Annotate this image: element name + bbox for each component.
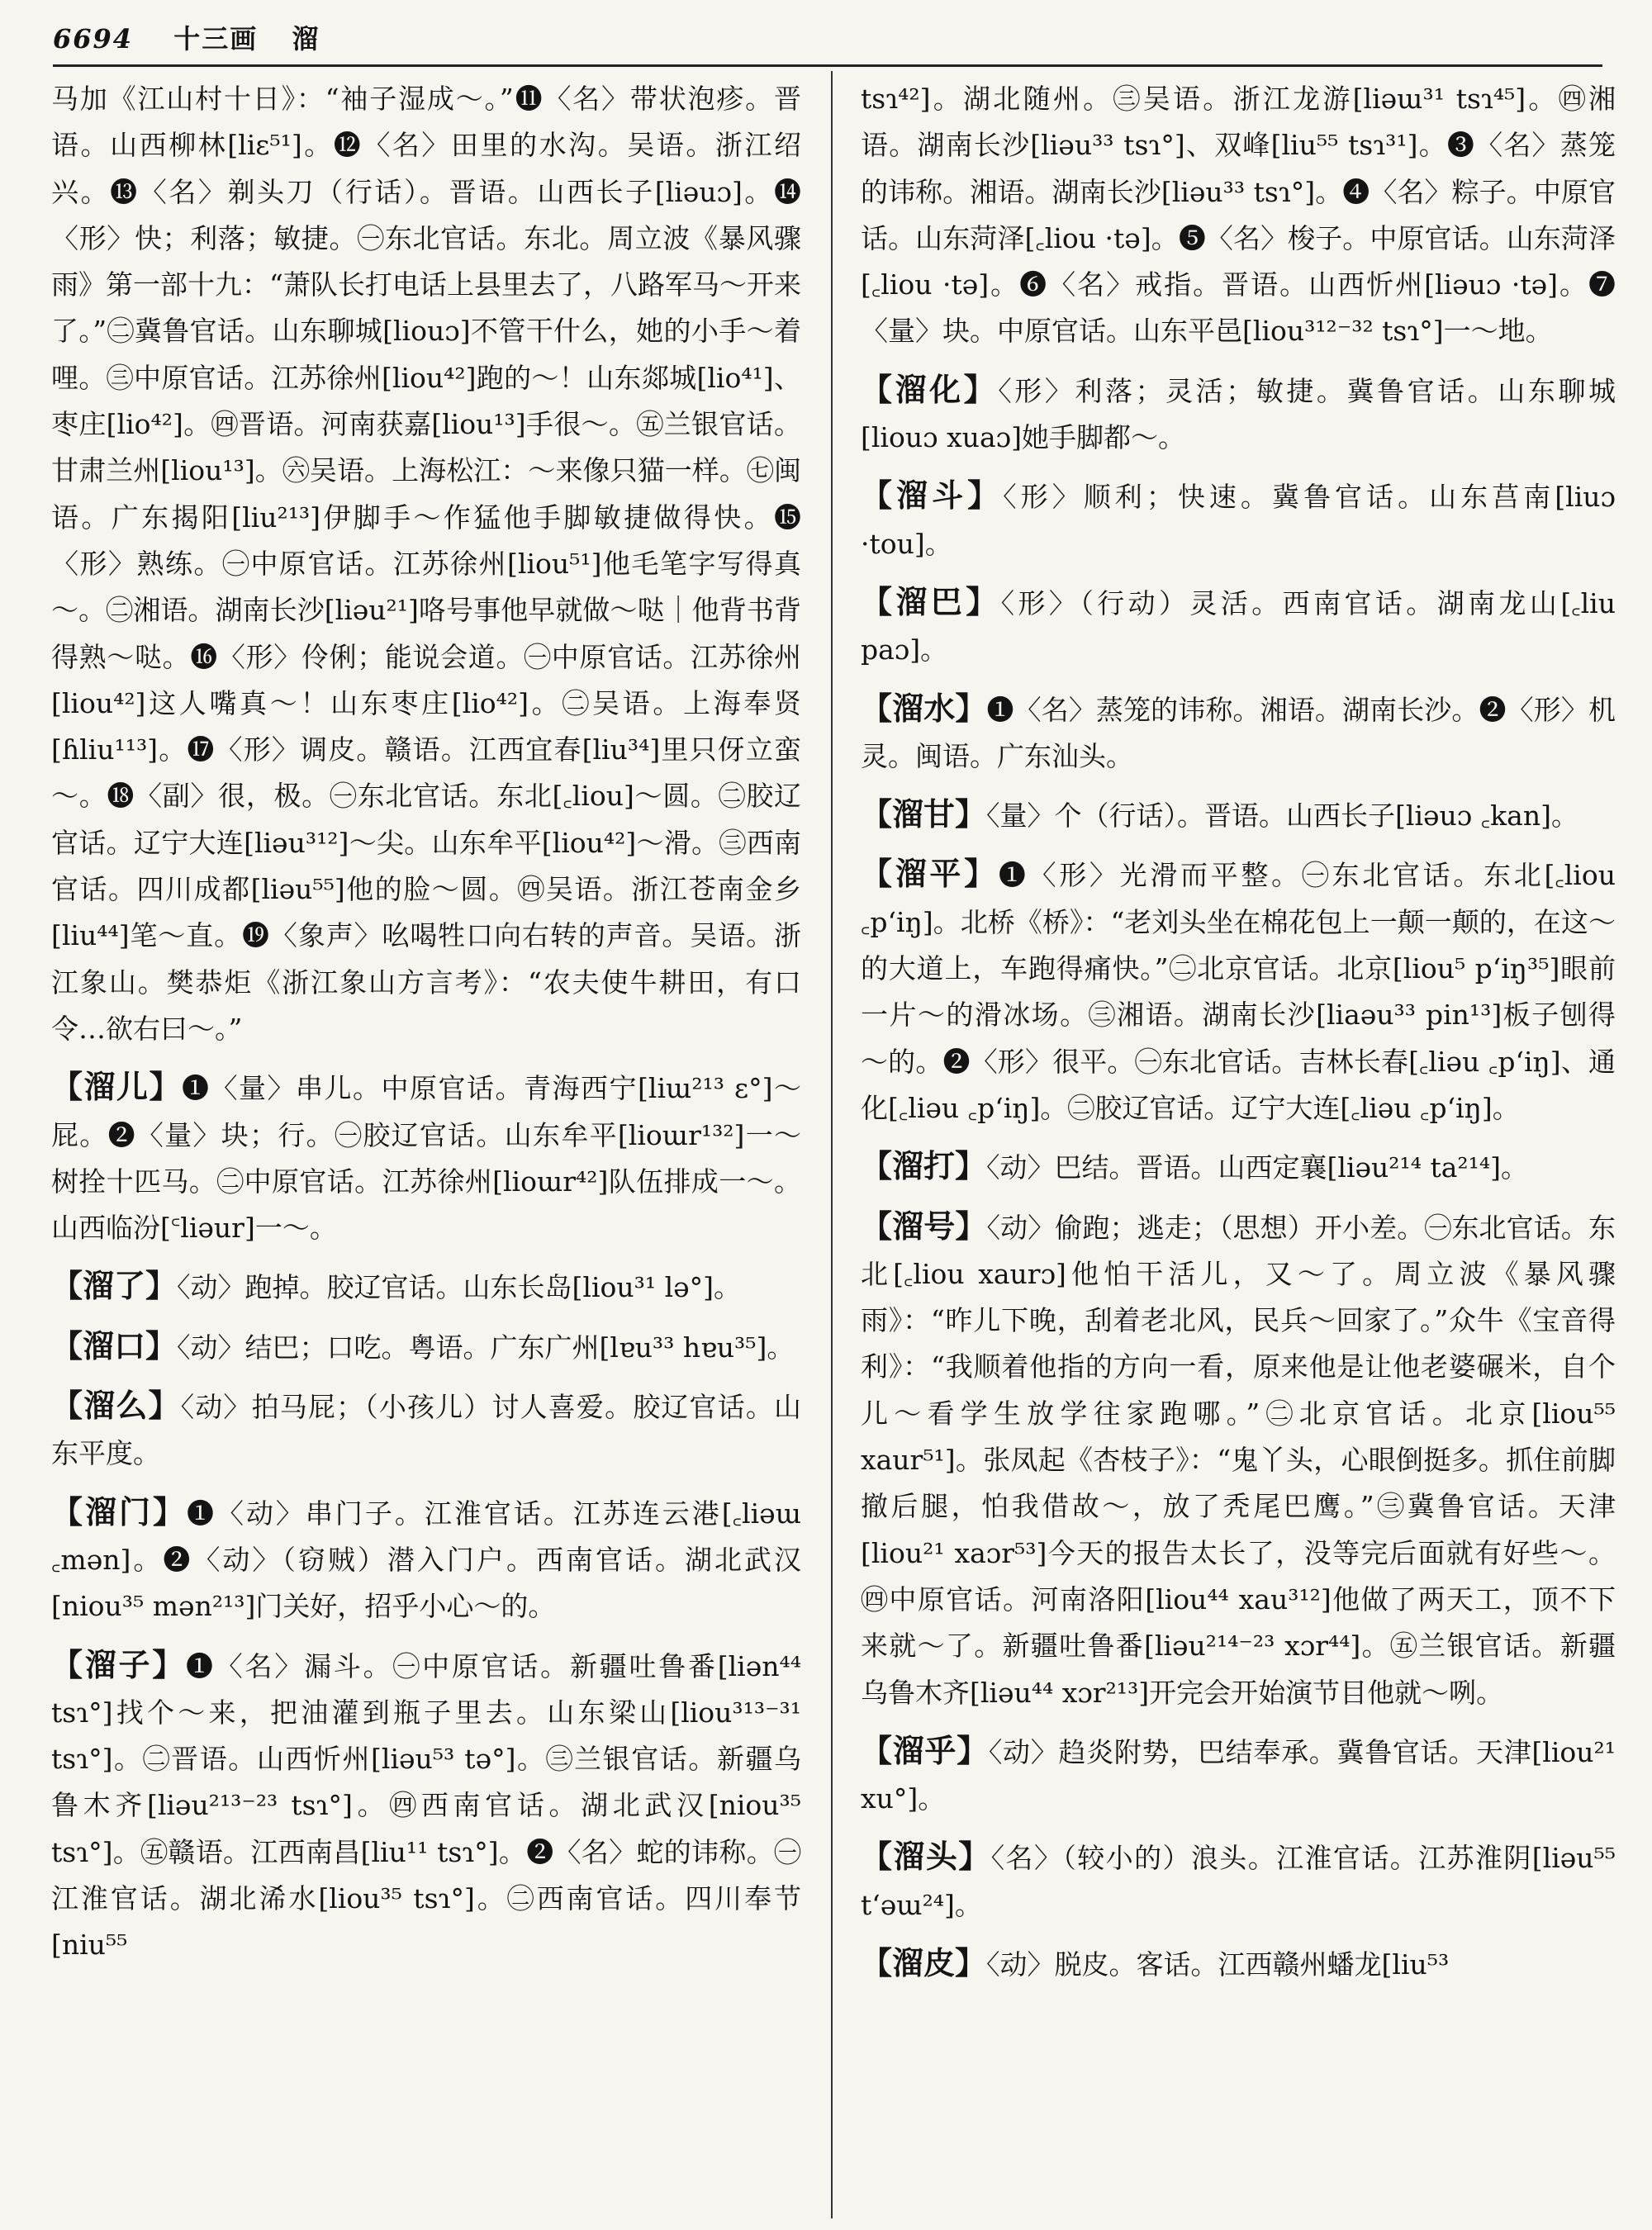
entry-text: 〈名〉（较小的）浪头。江淮官话。江苏淮阴[liəu⁵⁵ t‘əɯ²⁴]。 (861, 1842, 1616, 1921)
entry-headword: 【溜平】 (861, 856, 999, 893)
entry-headword: 【溜头】 (861, 1839, 991, 1876)
entry-text: 〈形〉（行动）灵活。西南官话。湖南龙山[꜀liu paɔ]。 (861, 586, 1616, 667)
dictionary-entry (861, 76, 1616, 355)
entry-text: 〈量〉个（行话）。晋语。山西长子[liəuɔ ꜀kan]。 (986, 799, 1578, 833)
entry-text: 〈动〉偷跑；逃走；（思想）开小差。㊀东北官话。东北[꜀liou xaurɔ]他怕干活儿，又～了。周立波《暴风骤雨》：“昨儿下晚，刮着老北风，民兵～回家了。”众牛《宝音得利》：“我顺着他指的方向一看，原来他是让他老婆碾米，自个儿～看学生放学往家跑哪。”㊁北京官话。北京[liou⁵⁵ xaur⁵¹]。张凤起《杏枝子》：“鬼丫头，心眼倒挺多。抓住前脚撤后腿，怕我借故～，放了秃尾巴鹰。”㊂冀鲁官话。天津[liou²¹ xaɔr⁵³]今天的报告太长了，没等完后面就有好些～。㊃中原官话。河南洛阳[liou⁴⁴ xau³¹²]他做了两天工，顶不下来就～了。新疆吐鲁番[liəu²¹⁴⁻²³ xɔr⁴⁴]。㊄兰银官话。新疆乌鲁木齐[liəu⁴⁴ xɔr²¹³]开完会开始演节目他就～咧。 (861, 1211, 1616, 1709)
dictionary-entry (861, 579, 1616, 674)
entry-text: 〈动〉拍马屁；（小孩儿）讨人喜爱。胶辽官话。山东平度。 (51, 1391, 801, 1470)
dictionary-entry (51, 1323, 801, 1371)
entry-headword: 【溜巴】 (861, 583, 1001, 620)
entry-headword: 【溜斗】 (861, 477, 1004, 515)
entry-text: ❶〈名〉蒸笼的讳称。湘语。湖南长沙。❷〈形〉机灵。闽语。广东汕头。 (861, 693, 1616, 772)
dictionary-entry (861, 1143, 1616, 1191)
dictionary-entry (861, 367, 1616, 462)
entry-text: 〈动〉脱皮。客话。江西赣州蟠龙[liu⁵³ (986, 1948, 1450, 1981)
left-column (51, 76, 801, 1981)
entry-headword: 【溜门】 (51, 1493, 187, 1530)
entry-text: 〈动〉趋炎附势，巴结奉承。冀鲁官话。天津[liou²¹ xu°]。 (861, 1735, 1616, 1815)
dictionary-entry (51, 1064, 801, 1251)
entry-headword: 【溜甘】 (861, 796, 987, 833)
entry-text: ❶〈名〉漏斗。㊀中原官话。新疆吐鲁番[liən⁴⁴ tsɿ°]找个～来，把油灌到瓶子里去。山东梁山[liou³¹³⁻³¹ tsɿ°]。㊁晋语。山西忻州[liəu⁵³ tə°]。㊂兰银官话。新疆乌鲁木齐[liəu²¹³⁻²³ tsɿ°]。㊃西南官话。湖北武汉[niou³⁵ tsɿ°]。㊄赣语。江西南昌[liu¹¹ tsɿ°]。❷〈名〉蛇的讳称。㊀江淮官话。湖北浠水[liou³⁵ tsɿ°]。㊁西南官话。四川奉节[niu⁵⁵ (51, 1649, 801, 1962)
right-column (861, 76, 1616, 2000)
entry-headword: 【溜乎】 (861, 1732, 989, 1769)
dictionary-entry (51, 1383, 801, 1478)
section-title: 十三画 (173, 23, 259, 55)
dictionary-entry (861, 1728, 1616, 1823)
dictionary-entry (861, 1203, 1616, 1716)
entry-headword: 【溜么】 (51, 1388, 181, 1425)
entry-headword: 【溜口】 (51, 1327, 178, 1364)
header-character: 溜 (292, 23, 320, 55)
entry-headword: 【溜号】 (861, 1208, 987, 1245)
dictionary-entry (861, 472, 1616, 567)
entry-headword: 【溜水】 (861, 690, 987, 727)
header-rule (53, 64, 1602, 67)
dictionary-entry (861, 851, 1616, 1132)
column-divider (831, 71, 833, 2218)
dictionary-entry (51, 76, 801, 1052)
dictionary-entry (51, 1489, 801, 1630)
entry-headword: 【溜子】 (51, 1646, 187, 1683)
entry-text: 〈动〉巴结。晋语。山西定襄[liəu²¹⁴ ta²¹⁴]。 (986, 1151, 1528, 1184)
page-number: 6694 (53, 23, 134, 55)
entry-text: ❶〈量〉串儿。中原官话。青海西宁[liɯ²¹³ ɛ°]～屁。❷〈量〉块；行。㊀胶辽官话。山东牟平[lioɯr¹³²]一～树拴十匹马。㊁中原官话。江苏徐州[lioɯr⁴²]队伍排成一～。山西临汾[꜂liəur]一～。 (51, 1072, 801, 1245)
entry-headword: 【溜了】 (51, 1268, 178, 1305)
entry-headword: 【溜儿】 (51, 1069, 183, 1106)
entry-text: 〈形〉利落；灵活；敏捷。冀鲁官话。山东聊城[liouɔ xuaɔ]她手脚都～。 (861, 374, 1616, 454)
dictionary-entry (51, 1263, 801, 1311)
page-header (53, 18, 320, 56)
entry-headword: 【溜打】 (861, 1148, 987, 1185)
dictionary-entry (861, 1834, 1616, 1929)
entry-headword: 【溜皮】 (861, 1944, 987, 1981)
entry-text: 〈动〉跑掉。胶辽官话。山东长岛[liou³¹ lə°]。 (177, 1271, 742, 1304)
dictionary-entry (51, 1642, 801, 1969)
entry-text: tsɿ⁴²]。湖北随州。㊂吴语。浙江龙游[liəɯ³¹ tsɿ⁴⁵]。㊃湘语。湖南长沙[liəu³³ tsɿ°]、双峰[liu⁵⁵ tsɿ³¹]。❸〈名〉蒸笼的讳称。湘语。湖南长沙[liəu³³ tsɿ°]。❹〈名〉粽子。中原官话。山东菏泽[꜀liou ·tə]。❺〈名〉梭子。中原官话。山东菏泽[꜀liou ·tə]。❻〈名〉戒指。晋语。山西忻州[liəuɔ ·tə]。❼〈量〉块。中原官话。山东平邑[liou³¹²⁻³² tsɿ°]一～地。 (861, 83, 1616, 348)
entry-text: 〈动〉结巴；口吃。粤语。广东广州[lɐu³³ hɐu³⁵]。 (177, 1331, 795, 1364)
entry-headword: 【溜化】 (861, 371, 999, 408)
entry-text: 〈形〉顺利；快速。冀鲁官话。山东莒南[liuɔ ·tou]。 (861, 481, 1616, 560)
dictionary-entry (861, 1940, 1616, 1988)
entry-text: ❶〈动〉串门子。江淮官话。江苏连云港[꜀liəɯ ꜀mən]。❷〈动〉（窃贼）潜入门户。西南官话。湖北武汉[niou³⁵ mən²¹³]门关好，招乎小心～的。 (51, 1497, 801, 1623)
dictionary-entry (861, 791, 1616, 839)
entry-text: 马加《江山村十日》：“袖子湿成～。”⓫〈名〉带状泡疹。晋语。山西柳林[liɛ⁵¹]。⓬〈名〉田里的水沟。吴语。浙江绍兴。⓭〈名〉剃头刀（行话）。晋语。山西长子[liəuɔ]。⓮〈形〉快；利落；敏捷。㊀东北官话。东北。周立波《暴风骤雨》第一部十九：“萧队长打电话上县里去了，八路军马～开来了。”㊁冀鲁官话。山东聊城[liouɔ]不管干什么，她的小手～着哩。㊂中原官话。江苏徐州[liou⁴²]跑的～！山东郯城[lio⁴¹]、枣庄[lio⁴²]。㊃晋语。河南获嘉[liou¹³]手很～。㊄兰银官话。甘肃兰州[liou¹³]。㊅吴语。上海松江：～来像只猫一样。㊆闽语。广东揭阳[liu²¹³]伊脚手～作猛他手脚敏捷做得快。⓯〈形〉熟练。㊀中原官话。江苏徐州[liou⁵¹]他毛笔字写得真～。㊁湘语。湖南长沙[liəu²¹]咯号事他早就做～哒｜他背书背得熟～哒。⓰〈形〉伶俐；能说会道。㊀中原官话。江苏徐州[liou⁴²]这人嘴真～！山东枣庄[lio⁴²]。㊁吴语。上海奉贤[ɦliu¹¹³]。⓱〈形〉调皮。赣语。江西宜春[liu³⁴]里只伢立蛮～。⓲〈副〉很，极。㊀东北官话。东北[꜀liou]～圆。㊁胶辽官话。辽宁大连[liəu³¹²]～尖。山东牟平[liou⁴²]～滑。㊂西南官话。四川成都[liəu⁵⁵]他的脸～圆。㊃吴语。浙江苍南金乡[liu⁴⁴]笔～直。⓳〈象声〉吆喝牲口向右转的声音。吴语。浙江象山。樊恭炬《浙江象山方言考》：“农夫使牛耕田，有口令…欲右曰～。” (51, 83, 801, 1045)
dictionary-entry (861, 686, 1616, 780)
entry-text: ❶〈形〉光滑而平整。㊀东北官话。东北[꜀liou ꜀p‘iŋ]。北桥《桥》：“老刘头坐在棉花包上一颠一颠的，在这～的大道上，车跑得痛快。”㊁北京官话。北京[liou⁵ p‘iŋ³⁵]眼前一片～的滑冰场。㊂湘语。湖南长沙[liaəu³³ pin¹³]板子刨得～的。❷〈形〉很平。㊀东北官话。吉林长春[꜀liəu ꜀p‘iŋ]、通化[꜀liəu ꜀p‘iŋ]。㊁胶辽官话。辽宁大连[꜀liəu ꜀p‘iŋ]。 (861, 859, 1616, 1124)
